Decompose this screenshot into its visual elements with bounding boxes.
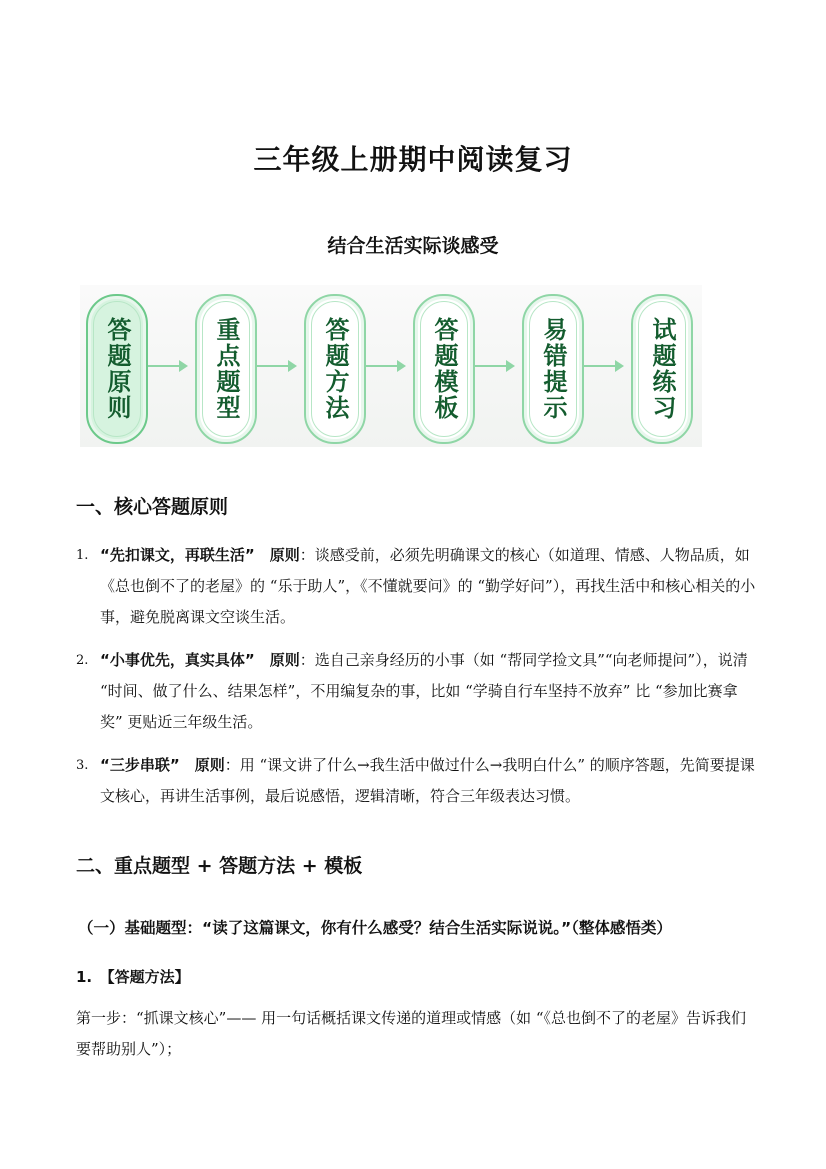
section1-heading: 一、核心答题原则 bbox=[76, 496, 229, 518]
flow-arrow bbox=[257, 364, 297, 368]
flow-arrow bbox=[148, 364, 188, 368]
method-heading: 1. 【答题方法】 bbox=[76, 968, 190, 986]
principle-item-3: 3. “三步串联” 原则：用 “课文讲了什么→我生活中做过什么→我明白什么” 的顺序答题，先简要提课文核心，再讲生活事例，最后说感悟，逻辑清晰，符合三年级表达习惯。 bbox=[76, 756, 755, 805]
principle-item-1: 1. “先扣课文，再联生活” 原则：谈感受前，必须先明确课文的核心（如道理、情感、人物品质，如《总也倒不了的老屋》的 “乐于助人”，《不懂就要问》的 “勤学好问”），再找生活中和核心相关的小事，避免脱离课文空谈生活。 bbox=[76, 546, 756, 626]
principle-item-2: 2. “小事优先，真实具体” 原则：选自己亲身经历的小事（如 “帮同学捡文具”“向老师提问”），说清 “时间、做了什么、结果怎样”，不用编复杂的事，比如 “学骑自行车坚持不放弃” 比 “参加比赛拿奖” 更贴近三年级生活。 bbox=[76, 651, 748, 731]
flow-step-practice: 试题练习 bbox=[631, 294, 693, 444]
flow-arrow bbox=[584, 364, 624, 368]
section2-heading: 二、重点题型 + 答题方法 + 模板 bbox=[76, 855, 363, 877]
page-title: 三年级上册期中阅读复习 bbox=[253, 143, 573, 176]
flow-step-templates: 答题模板 bbox=[413, 294, 475, 444]
flow-step-principles: 答题原则 bbox=[86, 294, 148, 444]
flow-diagram bbox=[80, 285, 702, 447]
section2-subheading: （一）基础题型：“读了这篇课文，你有什么感受？结合生活实际说说。”（整体感悟类） bbox=[78, 919, 672, 937]
method-step-1: 第一步：“抓课文核心”—— 用一句话概括课文传递的道理或情感（如 “《总也倒不了的老屋》告诉我们要帮助别人”）； bbox=[76, 1009, 747, 1058]
flow-step-methods: 答题方法 bbox=[304, 294, 366, 444]
flow-step-key-types: 重点题型 bbox=[195, 294, 257, 444]
page-subtitle: 结合生活实际谈感受 bbox=[327, 235, 499, 257]
flow-arrow bbox=[366, 364, 406, 368]
flow-arrow bbox=[475, 364, 515, 368]
flow-step-pitfalls: 易错提示 bbox=[522, 294, 584, 444]
